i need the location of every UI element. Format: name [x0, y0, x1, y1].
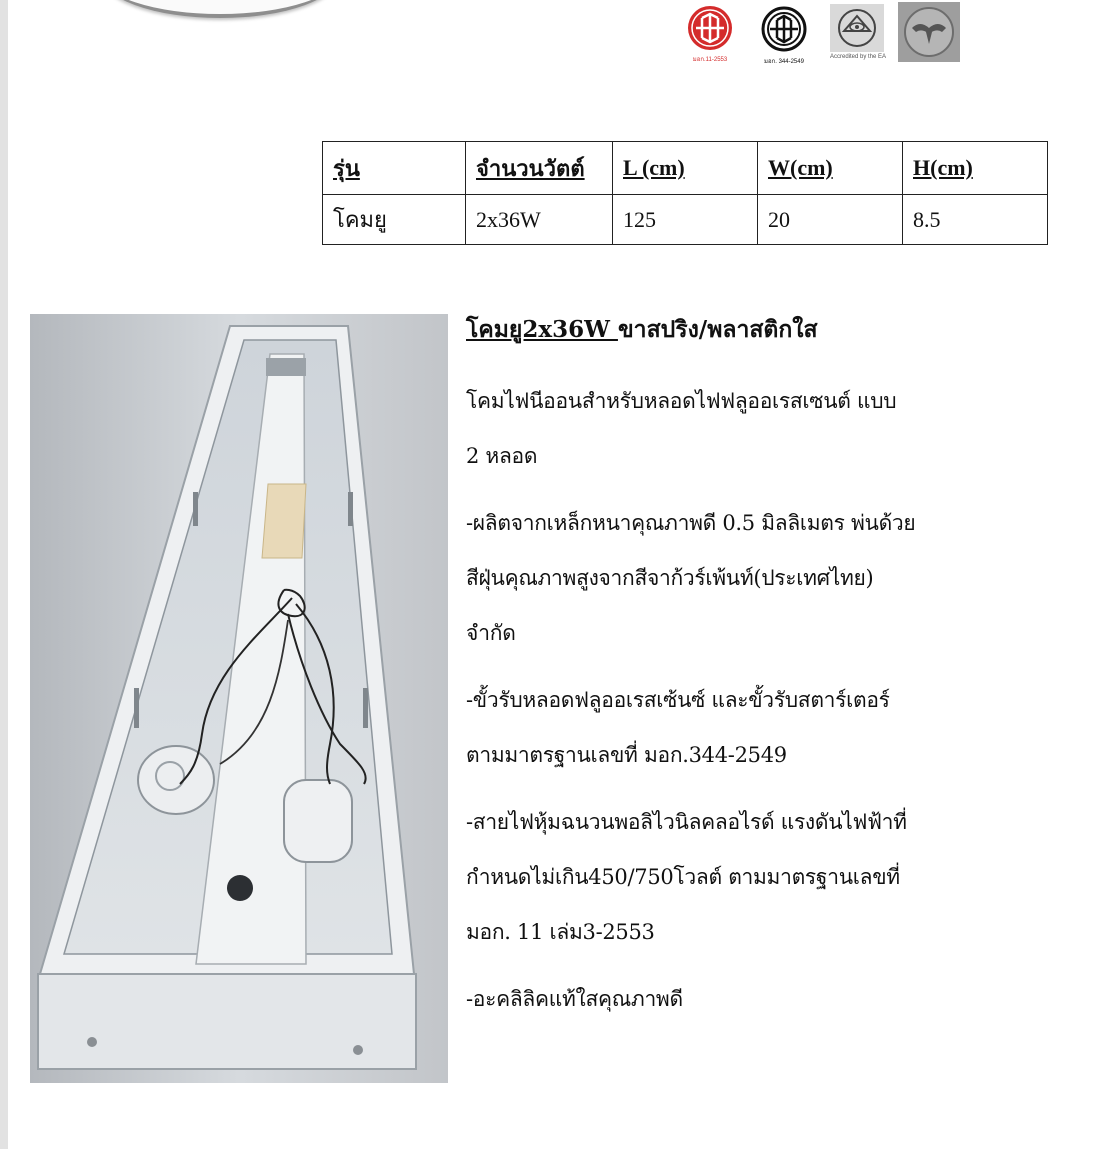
- header-length: L (cm): [613, 142, 758, 195]
- product-title-type: ขาสปริง/พลาสติกใส: [617, 316, 818, 343]
- product-description: [466, 312, 1086, 1027]
- table-row: [323, 195, 1048, 245]
- cell-wattage: 2x36W: [466, 195, 613, 245]
- product-photo: [30, 314, 448, 1083]
- desc-line: -ผลิตจากเหล็กหนาคุณภาพดี 0.5 มิลลิเมตร พ่นด้วย: [466, 511, 916, 535]
- cert-caption-2: มอก. 344-2549: [764, 59, 804, 65]
- cert-caption-1: มอก.11-2553: [692, 57, 728, 63]
- lamp-preview-edge: [100, 0, 340, 18]
- header-wattage: จำนวนวัตต์: [466, 142, 613, 195]
- desc-paragraph: [466, 972, 1086, 1027]
- tis-black-mark-icon: [756, 6, 812, 64]
- desc-paragraph: [466, 374, 1086, 484]
- desc-line: -สายไฟหุ้มฉนวนพอลิไวนิลคลอไรด์ แรงดันไฟฟ้าที่: [466, 810, 907, 834]
- cell-length: 125: [613, 195, 758, 245]
- product-title: [466, 312, 1086, 348]
- desc-paragraph: [466, 673, 1086, 783]
- desc-line: -อะคลิลิคแท้ใสคุณภาพดี: [466, 987, 683, 1011]
- desc-line: กำหนดไม่เกิน450/750โวลต์ ตามมาตรฐานเลขที่: [466, 865, 900, 889]
- eagle-seal-icon: [898, 2, 960, 62]
- desc-line: สีฝุ่นคุณภาพสูงจากสีจาก้วร์เพ้นท์(ประเทศไทย): [466, 566, 874, 590]
- desc-line: จำกัด: [466, 621, 516, 645]
- header-height: H(cm): [903, 142, 1048, 195]
- desc-line: มอก. 11 เล่ม3-2553: [466, 920, 655, 944]
- desc-paragraph: [466, 795, 1086, 960]
- spec-table: [322, 141, 1048, 245]
- desc-line: -ขั้วรับหลอดฟลูออเรสเซ้นซ์ และขั้วรับสตาร์เตอร์: [466, 688, 890, 712]
- header-width: W(cm): [758, 142, 903, 195]
- accredited-eye-mark-icon: [830, 4, 887, 62]
- spec-header-row: [323, 142, 1048, 195]
- desc-line: 2 หลอด: [466, 444, 538, 468]
- page-edge: [0, 0, 8, 1149]
- cell-width: 20: [758, 195, 903, 245]
- product-title-model: โคมยู2x36W: [466, 316, 618, 343]
- cell-height: 8.5: [903, 195, 1048, 245]
- desc-line: ตามมาตรฐานเลขที่ มอก.344-2549: [466, 743, 787, 767]
- tis-red-mark-icon: [680, 4, 740, 62]
- cert-caption-3: Accredited by the EA: [830, 54, 887, 60]
- desc-line: โคมไฟนีออนสำหรับหลอดไฟฟลูออเรสเซนต์ แบบ: [466, 389, 897, 413]
- cell-model: โคมยู: [323, 195, 466, 245]
- desc-paragraph: [466, 496, 1086, 661]
- header-model: รุ่น: [323, 142, 466, 195]
